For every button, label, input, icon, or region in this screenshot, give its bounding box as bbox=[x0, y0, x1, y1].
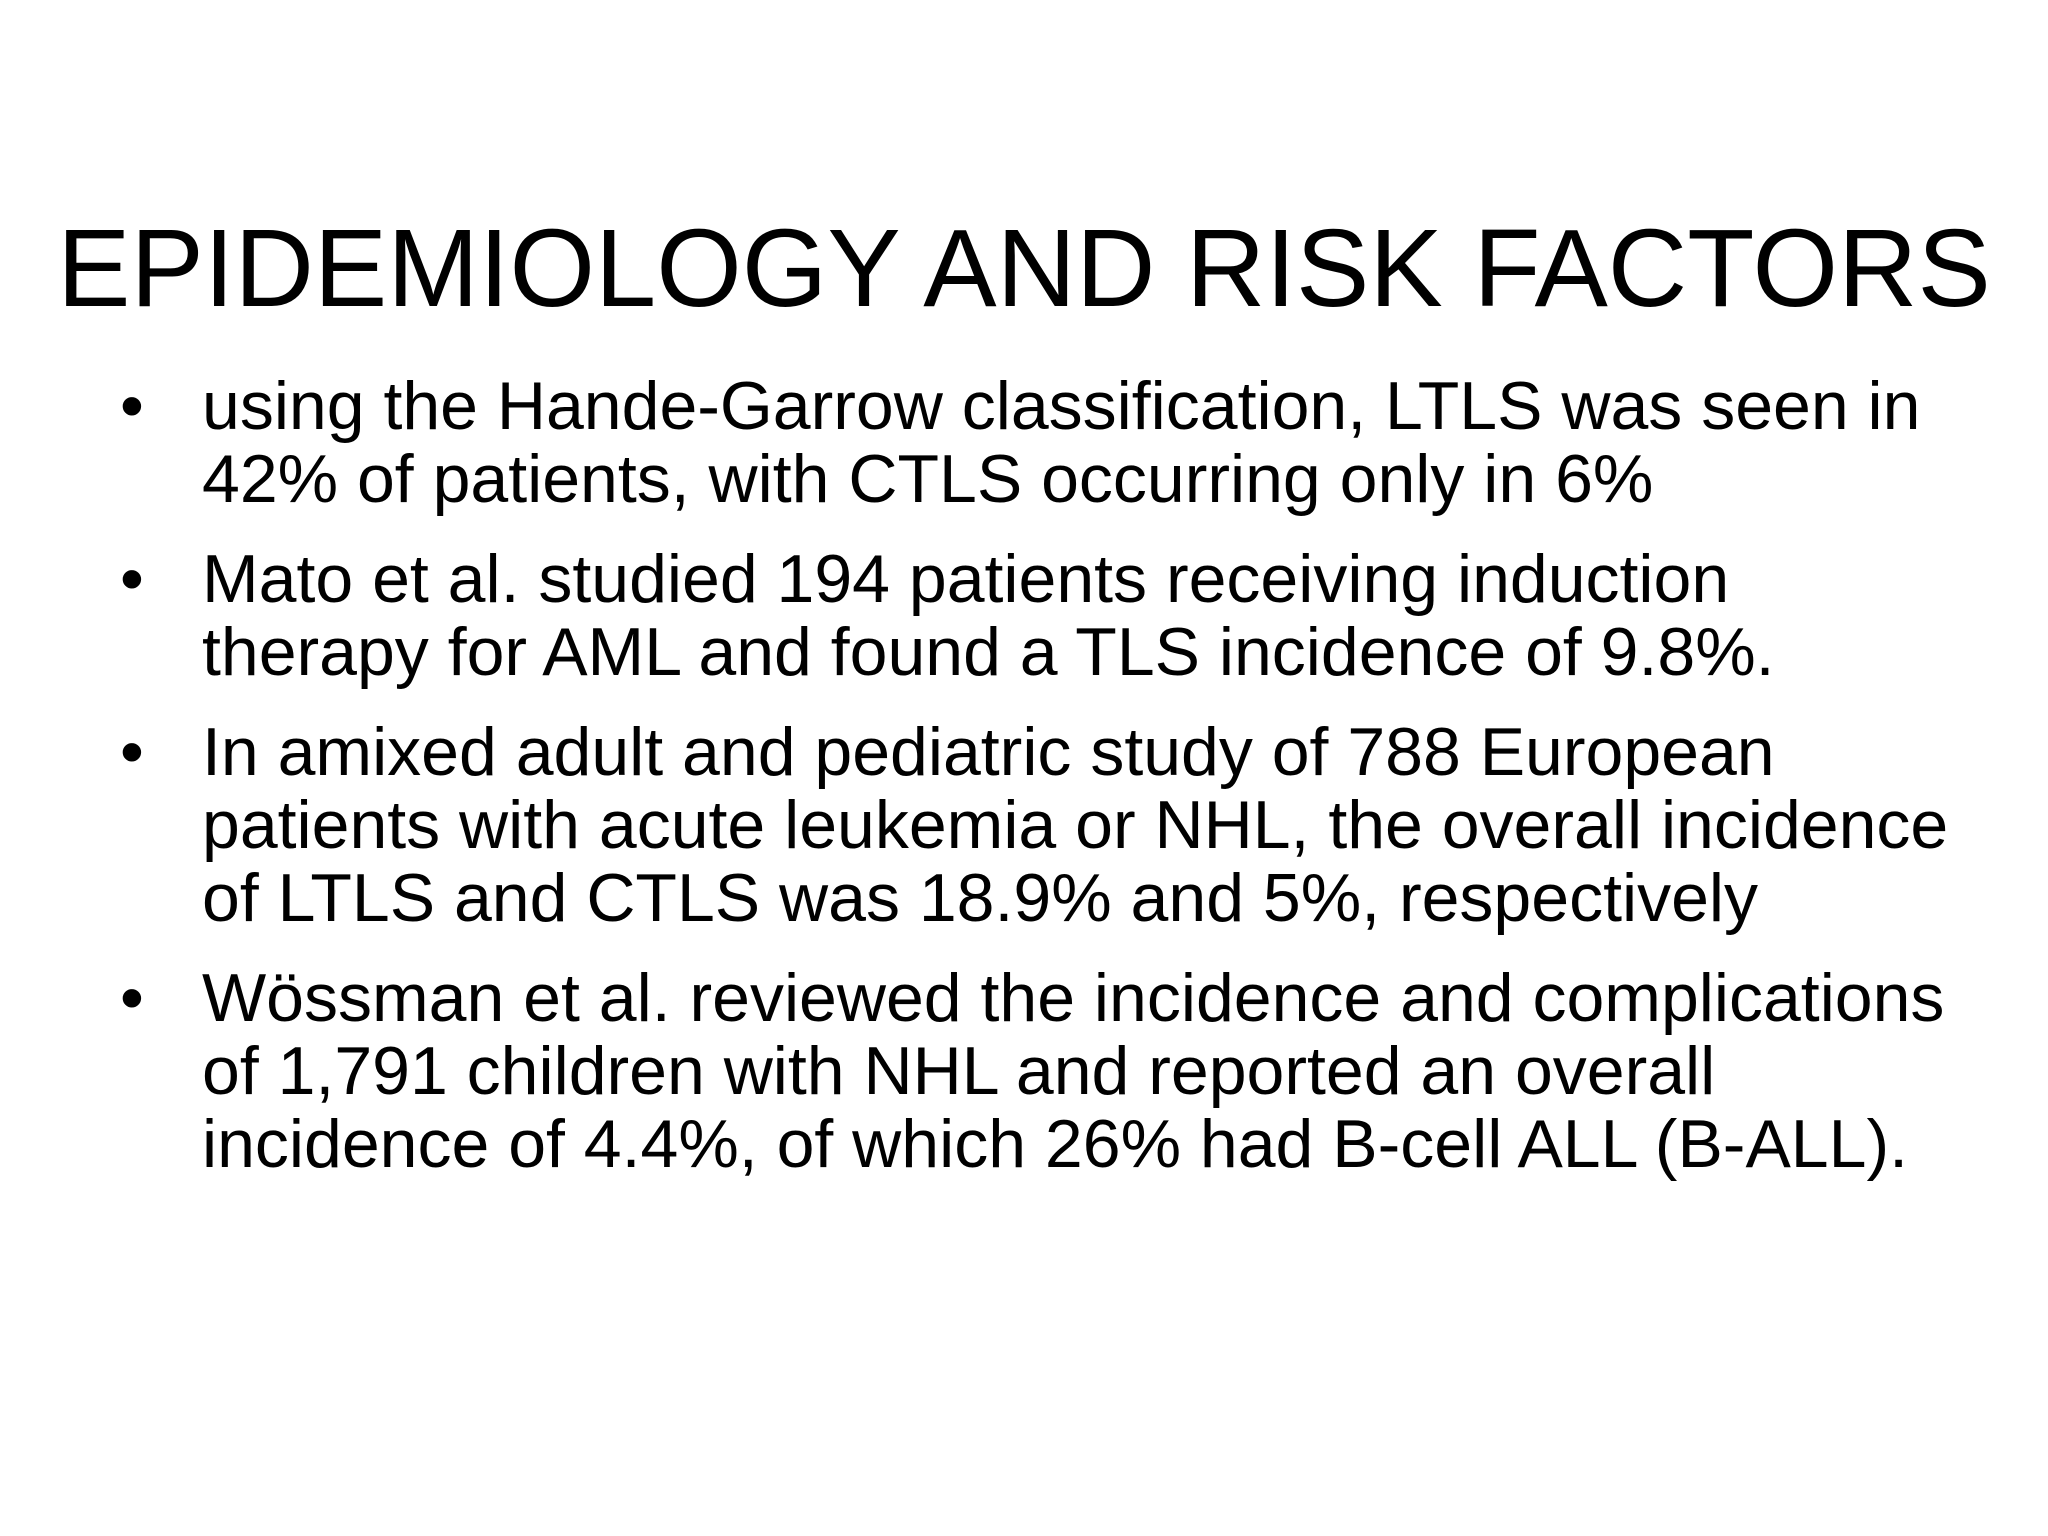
bullet-list bbox=[120, 370, 1950, 1208]
bullet-text: using the Hande-Garrow classification, LTLS was seen in 42% of patients, with CTLS occurring only in 6% bbox=[202, 368, 1921, 517]
bullet-item-1 bbox=[120, 370, 1950, 516]
slide-title: EPIDEMIOLOGY AND RISK FACTORS bbox=[57, 206, 1991, 330]
bullet-item-3 bbox=[120, 716, 1950, 935]
bullet-dot-icon: • bbox=[120, 714, 144, 790]
bullet-dot-icon: • bbox=[120, 960, 144, 1036]
bullet-dot-icon: • bbox=[120, 368, 144, 444]
bullet-dot-icon: • bbox=[120, 541, 144, 617]
bullet-text: Mato et al. studied 194 patients receiving induction therapy for AML and found a TLS incidence of 9.8%. bbox=[202, 541, 1775, 690]
bullet-text: In amixed adult and pediatric study of 788 European patients with acute leukemia or NHL, the overall incidence of LTLS and CTLS was 18.9% and 5%, respectively bbox=[202, 714, 1949, 936]
bullet-item-4 bbox=[120, 962, 1950, 1181]
bullet-text: Wössman et al. reviewed the incidence and complications of 1,791 children with NHL and reported an overall incidence of 4.4%, of which 26% had B-cell ALL (B-ALL). bbox=[202, 960, 1945, 1182]
bullet-item-2 bbox=[120, 543, 1950, 689]
